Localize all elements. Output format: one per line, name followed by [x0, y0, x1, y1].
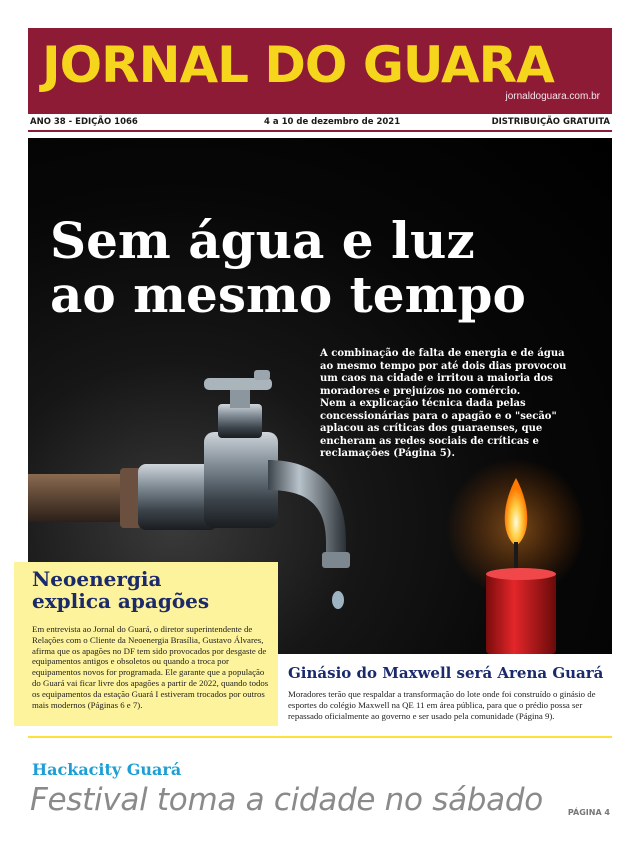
- neoenergia-headline: [32, 568, 272, 612]
- maxwell-headline: Ginásio do Maxwell será Arena Guará: [288, 664, 604, 682]
- main-headline: [50, 211, 590, 324]
- lede-paragraph-1: A combinação de falta de energia e de água ao mesmo tempo por até dois dias provocou um caos na cidade e irritou a maioria dos moradores e prejuízos no comércio.: [320, 348, 567, 397]
- red-candle-image: [446, 458, 586, 654]
- masthead: [28, 28, 612, 114]
- main-headline-line-2: ao mesmo tempo: [50, 265, 526, 324]
- hackacity-page-ref: PÁGINA 4: [567, 808, 610, 817]
- main-story-lede: [320, 348, 570, 461]
- masthead-url[interactable]: jornaldoguara.com.br: [505, 91, 600, 102]
- section-divider: [28, 736, 612, 738]
- maxwell-body: Moradores terão que respaldar a transformação do lote onde foi construído o ginásio de esportes do colégio Maxwell na QE 11 em área pública, para que o prédio possa ser repassado oficialmente ao governo e ser usado pela comunidade (Página 9).: [288, 689, 596, 721]
- neoenergia-story-box: [14, 562, 278, 726]
- distribution-note: DISTRIBUIÇÃO GRATUITA: [491, 117, 610, 127]
- hackacity-kicker: Hackacity Guará: [32, 760, 182, 779]
- edition-number: ANO 38 - EDIÇÃO 1066: [30, 117, 138, 127]
- masthead-title: JORNAL DO GUARA: [42, 36, 554, 94]
- neoenergia-headline-line-2: explica apagões: [32, 589, 210, 613]
- neoenergia-headline-line-1: Neoenergia: [32, 567, 162, 591]
- neoenergia-body: Em entrevista ao Jornal do Guará, o diretor superintendente de Relações com o Cliente da Neoenergia Brasília, Gustavo Álvares, afirma que os apagões no DF tem sido provocados por desgaste de equipamentos antigos e obsoletos ou quando a troca por equipamentos novos for programada. Ele garante que a população do Guará vai ficar livre dos apagões a partir de 2022, quando todos os equipamentos da estação Guará I estiveram trocados por outros mais modernos (Páginas 6 e 7).: [32, 624, 269, 710]
- edition-info-bar: [28, 114, 612, 132]
- hackacity-headline: Festival toma a cidade no sábado: [30, 782, 543, 818]
- lede-paragraph-2: Nem a explicação técnica dada pelas concessionárias para o apagão e o "secão" aplacou as críticas dos guaraenses, que encheram as redes sociais de críticas e reclamações (Página 5).: [320, 398, 557, 459]
- edition-dates: 4 a 10 de dezembro de 2021: [264, 117, 401, 127]
- main-headline-line-1: Sem água e luz: [50, 211, 475, 270]
